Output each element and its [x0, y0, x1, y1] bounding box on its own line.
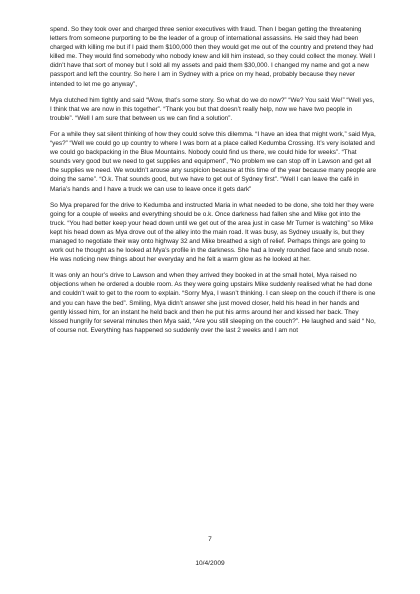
paragraph: spend. So they took over and charged three senior executives with fraud. Then I began getting the threatening letters from someone purporting to be the leader of a group of international assassins. He said they had been charged with killing me but if I paid them $100,000 then they would get me out of the country and pretend they had killed me. They would find somebody who nobody knew and kill him instead, so they could collect the money. Well I didn’t have that sort of money but I sold all my assets and paid them $30,000. I changed my name and got a new passport and left the country. So here I am in Sydney with a price on my head, probably because they never intended to let me go anyway”, — [50, 26, 376, 88]
body-text — [50, 25, 376, 342]
paragraph: So Mya prepared for the drive to Kedumba and instructed Maria in what needed to be done, she told her they were going for a couple of weeks and everything should be o.k. Once darkness had fallen she and Mike got into the truck. “You had better keep your head down until we get out of the area just in case Mr Turner is watching” so Mike kept his head down as Mya drove out of the alley into the main road. It was busy, as Sydney usually is, but they managed to negotiate their way onto highway 32 and Mike breathed a sigh of relief. Perhaps things are going to work out he thought as he looked at Mya’s profile in the darkness. She had a lovely rounded face and snub nose. He was noticing new things about her everyday and he felt a warm glow as he looked at her. — [50, 201, 374, 264]
paragraph: Mya clutched him tightly and said “Wow, that’s some story. So what do we do now?” “We? You said We!” “Well yes, I think that we are now in this together”. “Thank you but that doesn’t really help, now we have two people in trouble”. “Well I am sure that between us we can find a solution”. — [50, 96, 375, 122]
page-number: 7 — [208, 536, 212, 543]
paragraph: It was only an hour’s drive to Lawson and when they arrived they booked in at the small hotel, Mya raised no objections when he ordered a double room. As they were going upstairs Mike suddenly realised what he had done and couldn’t wait to get to the room to explain. “Sorry Mya, I wasn’t thinking. I can sleep on the couch if there is one and you can have the bed”. Smiling, Mya didn’t answer she just moved closer, held his head in her hands and gently kissed him, for an instant he held back and then he put his arms around her and kissed her back. They kissed hungrily for several minutes then Mya said, “Are you still sleeping on the couch?”. He laughed and said “ No, of course not. Everything has happened so suddenly over the last 2 weeks and I am not — [50, 272, 376, 334]
footer-date: 10/4/2009 — [195, 560, 225, 567]
paragraph: For a while they sat silent thinking of how they could solve this dilemma. “I have an idea that might work,” said Mya, “yes?” “Well we could go up country to where I was born at a place called Kedumba Crossing. It’s very isolated and we could go backpacking in the Blue Mountains. Nobody could find us there, we could hide for weeks”. “That sounds very good but we need to get supplies and equipment”, “No problem we can stop off in Lawson and get all the supplies we need. We wouldn’t arouse any suspicion because at this time of the year because many people are doing the same”. “O.k. That sounds good, but we have to get out of Sydney first”. “Well I can leave the café in Maria’s hands and I have a truck we can use to leave once it gets dark” — [50, 130, 377, 193]
